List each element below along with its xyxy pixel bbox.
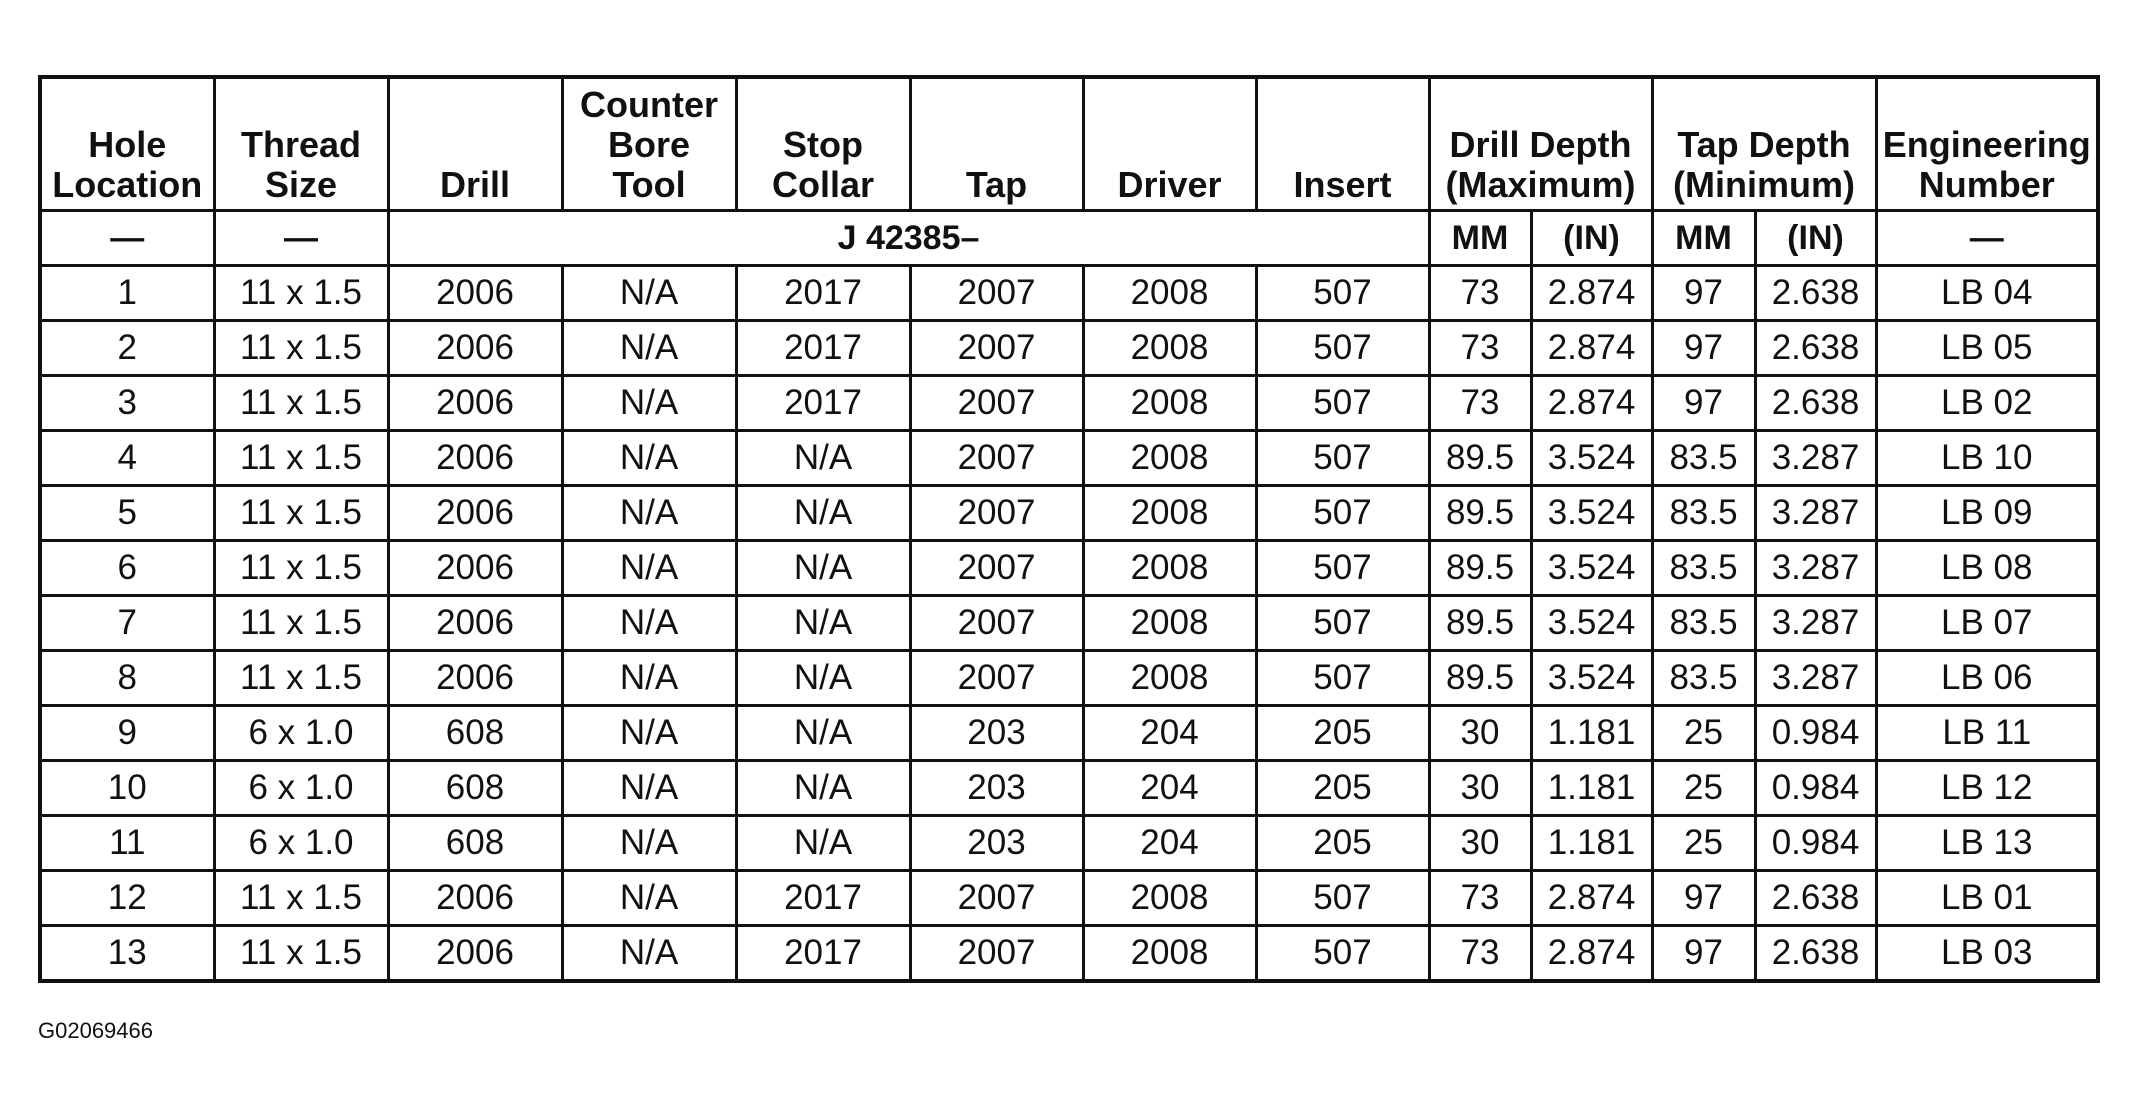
cell-tap: 203 xyxy=(910,816,1083,871)
cell-insert: 507 xyxy=(1256,431,1429,486)
tool-spec-table xyxy=(38,75,2100,983)
cell-tap-depth-in: 0.984 xyxy=(1755,816,1876,871)
table-row xyxy=(40,376,2098,431)
cell-insert: 507 xyxy=(1256,486,1429,541)
cell-hole-location: 12 xyxy=(40,871,214,926)
cell-drill: 2006 xyxy=(388,871,562,926)
cell-engineering-number: LB 03 xyxy=(1876,926,2098,982)
cell-insert: 507 xyxy=(1256,596,1429,651)
cell-tap: 2007 xyxy=(910,541,1083,596)
cell-insert: 507 xyxy=(1256,651,1429,706)
cell-stop-collar: N/A xyxy=(736,761,910,816)
cell-insert: 507 xyxy=(1256,321,1429,376)
cell-drill-depth-in: 2.874 xyxy=(1531,266,1652,321)
cell-hole-location: 11 xyxy=(40,816,214,871)
cell-insert: 507 xyxy=(1256,926,1429,982)
cell-tap: 2007 xyxy=(910,376,1083,431)
cell-drill-depth-mm: 89.5 xyxy=(1429,486,1531,541)
cell-drill-depth-in: 1.181 xyxy=(1531,706,1652,761)
cell-thread-size: 11 x 1.5 xyxy=(214,321,388,376)
cell-drill: 2006 xyxy=(388,431,562,486)
cell-drill: 608 xyxy=(388,761,562,816)
cell-driver: 204 xyxy=(1083,761,1256,816)
cell-drill-depth-in: 2.874 xyxy=(1531,926,1652,982)
cell-drill: 2006 xyxy=(388,651,562,706)
cell-drill-depth-in: 1.181 xyxy=(1531,761,1652,816)
cell-hole-location: 2 xyxy=(40,321,214,376)
cell-tap-depth-in: 0.984 xyxy=(1755,706,1876,761)
header-drill: Drill xyxy=(388,77,562,211)
sub-drill-in: (IN) xyxy=(1531,211,1652,266)
table-row xyxy=(40,761,2098,816)
cell-stop-collar: N/A xyxy=(736,596,910,651)
cell-tap-depth-in: 2.638 xyxy=(1755,376,1876,431)
cell-tap-depth-in: 3.287 xyxy=(1755,431,1876,486)
cell-stop-collar: N/A xyxy=(736,706,910,761)
cell-tap: 2007 xyxy=(910,486,1083,541)
cell-drill: 2006 xyxy=(388,266,562,321)
cell-thread-size: 11 x 1.5 xyxy=(214,596,388,651)
cell-stop-collar: N/A xyxy=(736,486,910,541)
cell-stop-collar: 2017 xyxy=(736,376,910,431)
cell-insert: 507 xyxy=(1256,376,1429,431)
cell-counter-bore-tool: N/A xyxy=(562,816,736,871)
header-counter-bore-tool: Counter Bore Tool xyxy=(562,77,736,211)
cell-thread-size: 6 x 1.0 xyxy=(214,761,388,816)
table-row xyxy=(40,651,2098,706)
cell-drill-depth-mm: 73 xyxy=(1429,266,1531,321)
cell-hole-location: 3 xyxy=(40,376,214,431)
cell-engineering-number: LB 06 xyxy=(1876,651,2098,706)
cell-counter-bore-tool: N/A xyxy=(562,486,736,541)
cell-drill-depth-mm: 30 xyxy=(1429,706,1531,761)
cell-drill: 2006 xyxy=(388,541,562,596)
cell-counter-bore-tool: N/A xyxy=(562,321,736,376)
cell-tap: 203 xyxy=(910,761,1083,816)
header-thread-size: Thread Size xyxy=(214,77,388,211)
table-row xyxy=(40,706,2098,761)
cell-tap: 2007 xyxy=(910,266,1083,321)
cell-tap-depth-in: 2.638 xyxy=(1755,871,1876,926)
cell-stop-collar: 2017 xyxy=(736,871,910,926)
cell-tap: 2007 xyxy=(910,926,1083,982)
cell-tap: 2007 xyxy=(910,321,1083,376)
cell-tap-depth-mm: 83.5 xyxy=(1652,651,1755,706)
cell-thread-size: 11 x 1.5 xyxy=(214,266,388,321)
cell-drill-depth-in: 2.874 xyxy=(1531,376,1652,431)
cell-insert: 507 xyxy=(1256,541,1429,596)
cell-tap-depth-mm: 83.5 xyxy=(1652,431,1755,486)
cell-drill-depth-mm: 89.5 xyxy=(1429,431,1531,486)
cell-drill: 608 xyxy=(388,706,562,761)
sub-engineering: — xyxy=(1876,211,2098,266)
cell-thread-size: 11 x 1.5 xyxy=(214,541,388,596)
cell-hole-location: 6 xyxy=(40,541,214,596)
cell-tap-depth-mm: 97 xyxy=(1652,871,1755,926)
table-row xyxy=(40,431,2098,486)
cell-tap: 203 xyxy=(910,706,1083,761)
cell-drill: 2006 xyxy=(388,321,562,376)
table-row xyxy=(40,321,2098,376)
figure-id: G02069466 xyxy=(38,1018,153,1043)
header-insert: Insert xyxy=(1256,77,1429,211)
header-engineering-number: Engineering Number xyxy=(1876,77,2098,211)
cell-driver: 2008 xyxy=(1083,431,1256,486)
cell-counter-bore-tool: N/A xyxy=(562,431,736,486)
cell-thread-size: 6 x 1.0 xyxy=(214,706,388,761)
cell-engineering-number: LB 11 xyxy=(1876,706,2098,761)
cell-driver: 204 xyxy=(1083,816,1256,871)
cell-hole-location: 7 xyxy=(40,596,214,651)
cell-engineering-number: LB 08 xyxy=(1876,541,2098,596)
header-row xyxy=(40,77,2098,211)
cell-tap: 2007 xyxy=(910,596,1083,651)
header-stop-collar: Stop Collar xyxy=(736,77,910,211)
cell-tap-depth-in: 2.638 xyxy=(1755,266,1876,321)
cell-tap-depth-mm: 83.5 xyxy=(1652,541,1755,596)
cell-drill-depth-in: 1.181 xyxy=(1531,816,1652,871)
table-row xyxy=(40,486,2098,541)
cell-driver: 2008 xyxy=(1083,596,1256,651)
cell-driver: 2008 xyxy=(1083,926,1256,982)
cell-drill-depth-in: 2.874 xyxy=(1531,321,1652,376)
cell-counter-bore-tool: N/A xyxy=(562,761,736,816)
subheader-row xyxy=(40,211,2098,266)
cell-drill-depth-in: 3.524 xyxy=(1531,596,1652,651)
cell-stop-collar: N/A xyxy=(736,651,910,706)
cell-driver: 2008 xyxy=(1083,486,1256,541)
cell-drill-depth-mm: 89.5 xyxy=(1429,541,1531,596)
cell-hole-location: 13 xyxy=(40,926,214,982)
sub-drill-mm: MM xyxy=(1429,211,1531,266)
cell-drill-depth-in: 2.874 xyxy=(1531,871,1652,926)
cell-engineering-number: LB 09 xyxy=(1876,486,2098,541)
cell-drill: 2006 xyxy=(388,486,562,541)
cell-drill-depth-in: 3.524 xyxy=(1531,541,1652,596)
cell-tap-depth-mm: 25 xyxy=(1652,761,1755,816)
cell-driver: 2008 xyxy=(1083,651,1256,706)
cell-drill-depth-in: 3.524 xyxy=(1531,486,1652,541)
cell-drill-depth-in: 3.524 xyxy=(1531,431,1652,486)
cell-drill: 2006 xyxy=(388,596,562,651)
cell-engineering-number: LB 12 xyxy=(1876,761,2098,816)
cell-tap: 2007 xyxy=(910,651,1083,706)
cell-stop-collar: N/A xyxy=(736,541,910,596)
cell-counter-bore-tool: N/A xyxy=(562,266,736,321)
cell-tap-depth-in: 2.638 xyxy=(1755,321,1876,376)
cell-insert: 205 xyxy=(1256,816,1429,871)
table-row xyxy=(40,816,2098,871)
cell-drill-depth-mm: 30 xyxy=(1429,761,1531,816)
cell-drill: 2006 xyxy=(388,376,562,431)
cell-drill-depth-mm: 30 xyxy=(1429,816,1531,871)
cell-engineering-number: LB 10 xyxy=(1876,431,2098,486)
table-row xyxy=(40,266,2098,321)
sub-tap-mm: MM xyxy=(1652,211,1755,266)
cell-tap-depth-mm: 25 xyxy=(1652,706,1755,761)
cell-tap: 2007 xyxy=(910,431,1083,486)
cell-drill: 2006 xyxy=(388,926,562,982)
cell-engineering-number: LB 02 xyxy=(1876,376,2098,431)
cell-drill-depth-mm: 89.5 xyxy=(1429,596,1531,651)
cell-tap-depth-mm: 83.5 xyxy=(1652,486,1755,541)
cell-thread-size: 11 x 1.5 xyxy=(214,486,388,541)
cell-drill-depth-mm: 73 xyxy=(1429,926,1531,982)
sub-tap-in: (IN) xyxy=(1755,211,1876,266)
cell-counter-bore-tool: N/A xyxy=(562,926,736,982)
cell-hole-location: 5 xyxy=(40,486,214,541)
cell-stop-collar: 2017 xyxy=(736,321,910,376)
cell-tap-depth-in: 3.287 xyxy=(1755,596,1876,651)
cell-insert: 205 xyxy=(1256,761,1429,816)
cell-counter-bore-tool: N/A xyxy=(562,596,736,651)
cell-hole-location: 9 xyxy=(40,706,214,761)
cell-tap-depth-mm: 97 xyxy=(1652,926,1755,982)
cell-thread-size: 11 x 1.5 xyxy=(214,376,388,431)
cell-stop-collar: 2017 xyxy=(736,266,910,321)
cell-driver: 2008 xyxy=(1083,871,1256,926)
cell-tap-depth-in: 3.287 xyxy=(1755,486,1876,541)
cell-insert: 507 xyxy=(1256,871,1429,926)
cell-tap-depth-mm: 97 xyxy=(1652,266,1755,321)
cell-thread-size: 11 x 1.5 xyxy=(214,926,388,982)
cell-engineering-number: LB 01 xyxy=(1876,871,2098,926)
cell-tap-depth-in: 2.638 xyxy=(1755,926,1876,982)
cell-stop-collar: 2017 xyxy=(736,926,910,982)
cell-tap-depth-in: 0.984 xyxy=(1755,761,1876,816)
cell-counter-bore-tool: N/A xyxy=(562,871,736,926)
cell-stop-collar: N/A xyxy=(736,816,910,871)
cell-insert: 205 xyxy=(1256,706,1429,761)
cell-driver: 204 xyxy=(1083,706,1256,761)
cell-engineering-number: LB 05 xyxy=(1876,321,2098,376)
cell-drill-depth-mm: 73 xyxy=(1429,321,1531,376)
cell-driver: 2008 xyxy=(1083,376,1256,431)
cell-engineering-number: LB 04 xyxy=(1876,266,2098,321)
cell-thread-size: 6 x 1.0 xyxy=(214,816,388,871)
sub-thread-size: — xyxy=(214,211,388,266)
cell-tap: 2007 xyxy=(910,871,1083,926)
cell-counter-bore-tool: N/A xyxy=(562,651,736,706)
table-row xyxy=(40,871,2098,926)
table-row xyxy=(40,596,2098,651)
cell-counter-bore-tool: N/A xyxy=(562,706,736,761)
cell-tap-depth-in: 3.287 xyxy=(1755,651,1876,706)
cell-thread-size: 11 x 1.5 xyxy=(214,651,388,706)
header-driver: Driver xyxy=(1083,77,1256,211)
cell-driver: 2008 xyxy=(1083,321,1256,376)
sub-hole-location: — xyxy=(40,211,214,266)
cell-hole-location: 8 xyxy=(40,651,214,706)
table-row xyxy=(40,926,2098,982)
table-row xyxy=(40,541,2098,596)
cell-drill-depth-mm: 73 xyxy=(1429,376,1531,431)
cell-engineering-number: LB 07 xyxy=(1876,596,2098,651)
cell-tap-depth-in: 3.287 xyxy=(1755,541,1876,596)
cell-hole-location: 10 xyxy=(40,761,214,816)
header-drill-depth: Drill Depth (Maximum) xyxy=(1429,77,1652,211)
cell-hole-location: 4 xyxy=(40,431,214,486)
cell-tap-depth-mm: 97 xyxy=(1652,321,1755,376)
cell-engineering-number: LB 13 xyxy=(1876,816,2098,871)
cell-tap-depth-mm: 83.5 xyxy=(1652,596,1755,651)
cell-counter-bore-tool: N/A xyxy=(562,376,736,431)
cell-driver: 2008 xyxy=(1083,541,1256,596)
cell-drill-depth-mm: 89.5 xyxy=(1429,651,1531,706)
cell-stop-collar: N/A xyxy=(736,431,910,486)
cell-drill-depth-mm: 73 xyxy=(1429,871,1531,926)
header-tap-depth: Tap Depth (Minimum) xyxy=(1652,77,1876,211)
cell-counter-bore-tool: N/A xyxy=(562,541,736,596)
cell-driver: 2008 xyxy=(1083,266,1256,321)
cell-thread-size: 11 x 1.5 xyxy=(214,431,388,486)
cell-tap-depth-mm: 97 xyxy=(1652,376,1755,431)
cell-tap-depth-mm: 25 xyxy=(1652,816,1755,871)
cell-hole-location: 1 xyxy=(40,266,214,321)
cell-drill: 608 xyxy=(388,816,562,871)
header-tap: Tap xyxy=(910,77,1083,211)
header-hole-location: Hole Location xyxy=(40,77,214,211)
cell-thread-size: 11 x 1.5 xyxy=(214,871,388,926)
sub-tool-prefix: J 42385– xyxy=(388,211,1429,266)
cell-drill-depth-in: 3.524 xyxy=(1531,651,1652,706)
cell-insert: 507 xyxy=(1256,266,1429,321)
